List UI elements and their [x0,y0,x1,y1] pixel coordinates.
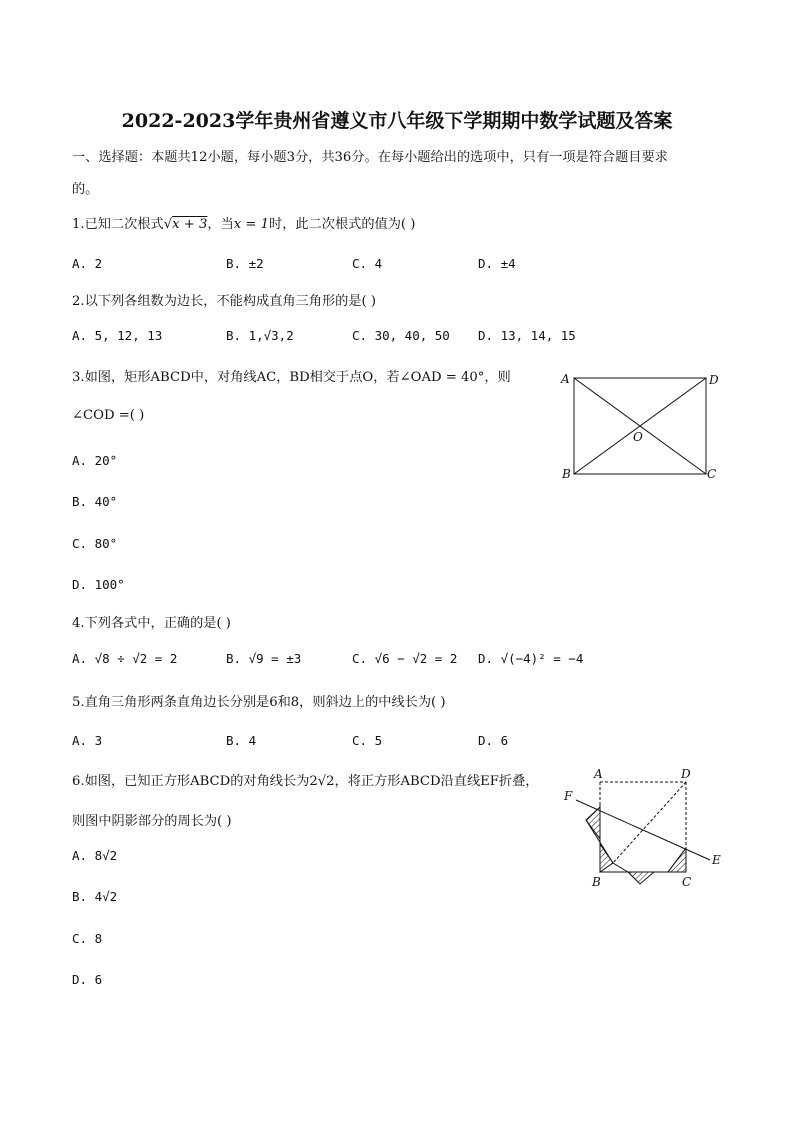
page-title: 2022-2023学年贵州省遵义市八年级下学期期中数学试题及答案 [121,110,673,132]
q3-option-c[interactable]: C. 80° [72,536,118,551]
q3-option-b[interactable]: B. 40° [72,494,118,509]
section-instructions-line2: 的。 [72,182,99,197]
label-b: B [562,467,571,481]
q5-option-c[interactable]: C. 5 [352,733,383,748]
q5-option-b[interactable]: B. 4 [226,733,257,748]
q4-option-b[interactable]: B. √9 = ±3 [226,651,302,666]
label-a: A [594,767,603,781]
label-a: A [561,372,570,386]
question-5-stem: 5.直角三角形两条直角边长分别是6和8，则斜边上的中线长为( ) [72,695,446,710]
q6-option-a[interactable]: A. 8√2 [72,848,118,863]
q6-option-b[interactable]: B. 4√2 [72,889,118,904]
shaded-bottom [628,872,654,884]
question-3-stem-line2: ∠COD =( ) [72,408,145,423]
q3-option-a[interactable]: A. 20° [72,453,118,468]
q5-option-d[interactable]: D. 6 [478,733,509,748]
question-2-stem: 2.以下列各组数为边长，不能构成直角三角形的是( ) [72,294,376,309]
section-instructions-line1: 一、选择题：本题共12小题，每小题3分，共36分。在每小题给出的选项中，只有一项是符合题目要求 [72,150,668,165]
q5-option-a[interactable]: A. 3 [72,733,103,748]
q1-option-d[interactable]: D. ±4 [478,256,516,271]
question-1-suffix: 时，此二次根式的值为( ) [269,217,416,232]
label-d: D [709,373,719,387]
question-3-stem-line1: 3.如图，矩形ABCD中，对角线AC，BD相交于点O，若∠OAD = 40°，则 [72,370,511,385]
q1-option-a[interactable]: A. 2 [72,256,103,271]
question-4-stem: 4.下列各式中，正确的是( ) [72,616,231,631]
q1-option-b[interactable]: B. ±2 [226,256,264,271]
question-6-stem-line2: 则图中阴影部分的周长为( ) [72,814,232,829]
question-1-radical: √x + 3 [163,217,208,232]
label-e: E [712,853,721,867]
folded-square-diagram [558,764,728,892]
question-1-condition: x = 1 [233,217,270,232]
q6-option-c[interactable]: C. 8 [72,931,103,946]
q6-option-d[interactable]: D. 6 [72,972,103,987]
q4-option-d[interactable]: D. √(−4)² = −4 [478,651,584,666]
q2-option-c[interactable]: C. 30, 40, 50 [352,328,450,343]
label-c: C [682,875,692,889]
rectangle-diagram [555,366,730,486]
question-1-prefix: 1.已知二次根式 [72,217,164,232]
question-1-mid: ，当 [207,217,234,232]
q2-option-d[interactable]: D. 13, 14, 15 [478,328,576,343]
shaded-bottom-left [600,844,613,872]
label-b: B [592,875,601,889]
q4-option-c[interactable]: C. √6 − √2 = 2 [352,651,458,666]
label-f: F [564,789,573,803]
q1-option-c[interactable]: C. 4 [352,256,383,271]
label-o: O [633,430,643,444]
question-1-radicand: x + 3 [172,217,208,232]
q4-option-a[interactable]: A. √8 ÷ √2 = 2 [72,651,178,666]
label-d: D [681,767,691,781]
question-6-stem-line1: 6.如图，已知正方形ABCD的对角线长为2√2，将正方形ABCD沿直线EF折叠， [72,774,539,789]
q2-option-a[interactable]: A. 5, 12, 13 [72,328,163,343]
label-c: C [707,467,717,481]
q3-option-d[interactable]: D. 100° [72,577,125,592]
diagonal-dashed [613,782,686,863]
question-1-stem [72,213,415,232]
q2-option-b[interactable]: B. 1,√3,2 [226,328,294,343]
